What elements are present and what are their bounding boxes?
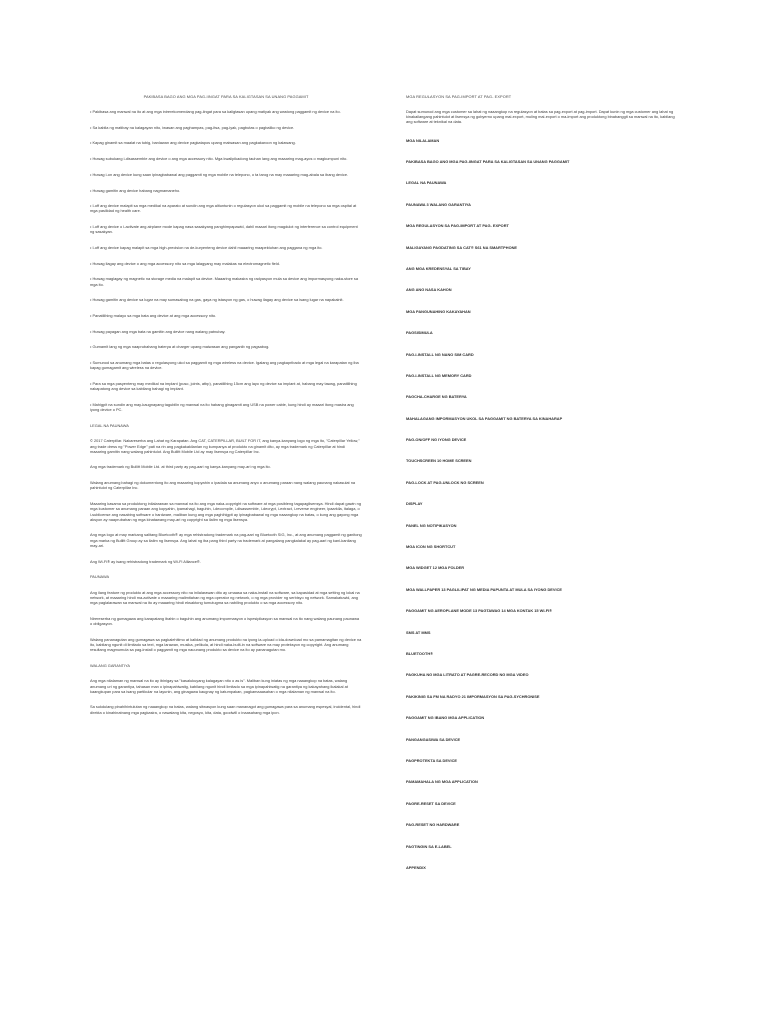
toc-item: PAGPROTEKTA SA DEVICE [406, 757, 458, 763]
paragraph: • I-off ang device malapit sa mga medikal na aparato at sundin ang mga alituntunin o regulasyon ukol sa paggamit ng mobile na telepono sa mga ospital at mga pasilidad ng health care. [90, 203, 357, 214]
toc-item: PAGSISIMULA [406, 330, 433, 336]
left-text-blocks [90, 109, 362, 715]
paragraph: Ang mga trademark ng Bullitt Mobile Ltd. at third party ay pag-aari ng kanya-kanyang may-ari ng mga ito. [90, 464, 271, 470]
toc-item: MGA NILALAMAN [406, 137, 440, 143]
paragraph: Nirereserba ng gumagawa ang karapatang ibahin o baguhin ang anumang impormasyon o ispesipikasyon sa manwal na ito nang walang paunang paunawa o obligasyon. [90, 615, 360, 627]
paragraph: • Huwag ilagay ang device o ang mga accessory nito sa mga lalagyang may malakas na electromagnetic field. [90, 260, 280, 266]
toc-item: PAGGAMIT NG IBANG MGA APPLICATION [406, 715, 485, 721]
paragraph: • Huwag maglagay ng magnetic na storage media na malapit sa device. Maaaring makasira ng radyasyon mula sa device ang impormasyong naka-store sa mga ito. [90, 276, 359, 287]
toc-item: ANG ANG NASA KAHON [406, 287, 452, 293]
paragraph: • Huwag payagan ang mga bata na gamitin ang device nang walang patnubay. [90, 328, 226, 334]
safety-precautions-heading: PAKIBASA BAGO ANG MGA PAG-IINGAT PARA SA KALIGTASAN SA UNANG PAGGAMIT [143, 94, 309, 99]
toc-item: LEGAL NA PAUNAWA [406, 180, 447, 186]
right-column [406, 94, 678, 886]
paragraph: Walang pananagutan ang gumagawa sa pagkalehitimo at kalidad ng anumang produkto na iyong ia-upload o ida-download mo sa pamamagitan ng device na ito, kabilang ngunit di limitado sa text, mga larawan, musika, pelikula, at hindi naka-built-in na software na may proteksyon ng copyright. Ang anumang resultang magmumula sa pag-install o paggamit ng mga nauunang produkto sa device na ito ay pananagutan mo. [90, 636, 362, 653]
toc-item: MALIGAYANG PAGDATING SA CAT® S61 NA SMARTPHONE [406, 244, 518, 250]
paragraph: Ang mga nilalaman ng manwal na ito ay ibinigay sa "kasalukuyang kalagayan nito o as is". Maliban kung iniatas ng mga naaangkop na batas, walang anumang uri ng garantiya, tahasan man o ipinapahiwatig, kabilang ngunit hindi limitado sa mga ipinapahiwatig na garantiya ng kakayahang ikalakal at kaangkupan para sa isang partikular na layunin, ang ginagawa kaugnay ng katumpakan, pagkamaaasahan o mga nilalaman ng manwal na ito. [90, 678, 348, 694]
toc-item: PAKIKINIG SA FM NA RADYO 21 IMPORMASYON SA PAG-SYCHRONISE [406, 693, 540, 699]
toc-item: PAG-ON/OFF NG IYONG DEVICE [406, 437, 467, 443]
toc-item: TOUCHSCREEN 10 HOME SCREEN [406, 458, 472, 464]
toc-item: MGA ICON NG SHORTCUT [406, 544, 456, 550]
paragraph: • Gumamit lang ng mga naaprubahang baterya at charger upang maiwasan ang panganib ng pagsabog. [90, 344, 270, 350]
toc-item: PANGANGASIWA SA DEVICE [406, 736, 461, 742]
toc-item: PAG-RESET NG HARDWARE [406, 822, 460, 828]
paragraph: • I-off ang device o i-activate ang airplane mode kapag nasa sasakyang panghimpapawid, dahil maaari itong magdulot ng interference sa control equipment ng sasakyan. [90, 224, 358, 235]
toc-item: MGA WALLPAPER 13 PAGLILIPAT NG MEDIA PAPUNTA AT MULA SA IYONG DEVICE [406, 586, 562, 592]
paragraph: • Mahigpit na sundin ang may-kaugnayang tagubilin ng manwal na ito habang ginagamit ang USB na power cable, kung hindi ay maaari itong masira ang iyong device o PC. [90, 401, 354, 413]
paragraph: Walang anumang bahagi ng dokumentong ito ang maaaring kopyahin o ipadala sa anumang anyo o anumang paraan nang walang paunang nakasulat na pahintulot ng Caterpillar Inc. [90, 480, 356, 491]
paragraph: • Panatilihing malayo sa mga bata ang device at ang mga accessory nito. [90, 313, 217, 319]
toc-item: BLUETOOTH® [406, 650, 434, 656]
toc-item: PAG-I-INSTALL NG MEMORY CARD [406, 372, 472, 378]
paragraph: Ang mga logo at may markang salitang Bluetooth® ay mga rehistradong trademark na pag-aari ng Bluetooth SIG, Inc., at ang anumang paggamit ng ganitong mga marka ng Bullitt Group ay sa ilalim ng lisensya. Ang lahat ng iba pang third party na trademark at pangalang pangkalakal ay pag-aari ng kani-kanilang may-ari. [90, 532, 362, 548]
toc-item: PAMAMAHALA NG MGA APPLICATION [406, 779, 478, 785]
toc-item: PANEL NG NOTIPIKASYON [406, 522, 457, 528]
paragraph: • Para sa mga pasyenteng may medikal na implant (puso, joints, atbp), panatilihing 15cm ang layo ng device sa implant at, habang may tawag, panatilihing nakapatong ang device sa kabilang bahagi ng implant. [90, 381, 357, 392]
toc-item: PAGCHA-CHARGE NG BATERYA [406, 394, 467, 400]
toc-item: ANG MGA KREDENSYAL SA TIBAY [406, 265, 471, 271]
paragraph: • I-off ang device kapag malapit sa mga high-precision na de-kuryenteng device dahil maaaring maapektuhan ang paggana ng mga ito. [90, 245, 323, 251]
toc-item: PAGRE-RESET SA DEVICE [406, 800, 456, 806]
paragraph: • Kapag ginamit sa maalat na tubig, banlawan ang device pagkatapos upang maiwasan ang pagkakaroon ng kalawang. [90, 140, 296, 146]
toc-item: PAGGAMIT NG AEROPLANE MODE 13 PAGTAWAG 14 MGA KONTAK 15 WI-FI® [406, 608, 553, 614]
toc-item: DISPLAY [406, 501, 423, 507]
toc-item: PAKIBASA BAGO ANG MGA PAG-IINGAT PARA SA KALIGTASAN SA UNANG PAGGAMIT [406, 159, 570, 164]
paragraph: Sa sukdulang pinahihintulutan ng naaangkop na batas, walang sitwasyon kung saan mananagot ang gumagawa para sa anumang espesyal, incidental, hindi direkta o kinahinatnang mga pagkasira, o nawalang kita, negosyo, kita, data, goodwill o inaasahang mga ipon. [90, 704, 361, 715]
paragraph: • Huwag subukang i-disassemble ang device o ang mga accessory nito. Mga kwalipikadong tauhan lang ang maaaring mag-ayos o magkumpuni nito. [90, 156, 348, 162]
paragraph: • Sa kabila ng matibay na kalagayan nito, iwasan ang paghampas, pag-itsa, pag-iyak, pagbutas o pagbaliko ng device. [90, 124, 295, 130]
toc-item: SMS AT MMS [406, 629, 431, 635]
section-heading: WALANG GARANTIYA [90, 662, 130, 668]
paragraph: • Huwag gamitin ang device sa lugar na may sumasabog na gas, gaya ng istasyon ng gas, o huwag ilagay ang device sa isang lugar na napakainit. [90, 297, 344, 303]
paragraph: • Huwag gamitin ang device habang nagmamaneho. [90, 187, 181, 193]
paragraph: • Sumunod sa anumang mga batas o regulasyong ukol sa paggamit ng mga wireless na device. Igalang ang pagkapribado at mga legal na karapatan ng iba kapag gumagamit ang wireless na device. [90, 360, 359, 371]
paragraph: • Pakibasa ang manwal na ito at ang mga inirerekomendang pag-iingat para sa kaligtasan upang matiyak ang wastong paggamit ng device na ito. [90, 109, 341, 114]
section-heading: PAUNAWA [90, 574, 110, 580]
import-export-heading: MGA REGULASYON SA PAG-IMPORT AT PAG- EXPORT [406, 94, 512, 99]
left-column [90, 94, 362, 725]
toc-item: MAHALAGANG IMPORMASYON UKOL SA PAGGAMIT NG BATERYA SA KINAHARAP [406, 415, 563, 421]
paragraph: Ang Wi-Fi® ay isang rehistradong trademark ng Wi-Fi Alliance®. [90, 558, 201, 564]
toc-item: PAUNAWA 3 WALANG GARANTIYA [406, 201, 471, 207]
paragraph: © 2017 Caterpillar. Nakareserba ang Lahat ng Karapatan. Ang CAT, CATERPILLAR, BUILT FOR IT, ang kanya-kanyang logo ng mga ito, "Caterpillar Yellow," ang trade dress ng "Power Edge" pati na rin ang pagkakakilanlan ng kumpanya at produkto na ginamit dito, ay mga trademark ng Caterpillar at hindi maaaring gamitin nang walang pahintulot. Ang Bullitt Mobile Ltd ay may lisensya ng Caterpillar Inc. [90, 438, 360, 454]
import-export-paragraph: Dapat sumunod ang mga customer sa lahat ng naaangkop na regulasyon at batas sa pag-export at pag-import. Dapat kunin ng mga customer ang lahat ng kinakailangang pahintulot at lisensya ng gobyerno upang mai-export, muling mai-export o ma-import ang produktong binabanggit sa manwal na ito, kabilang ang software at teknikal na data. [406, 109, 675, 125]
toc-item: APPENDIX [406, 864, 426, 870]
section-heading: LEGAL NA PAUNAWA [90, 422, 129, 428]
toc-item: PAGKUHA NG MGA LITRATO AT PAGRE-RECORD NG MGA VIDEO [406, 672, 529, 678]
toc-item: MGA REGULASYON SA PAG-IMPORT AT PAG- EXPORT [406, 223, 509, 229]
toc-item: MGA WIDGET 12 MGA FOLDER [406, 565, 465, 571]
toc-item: PAG-I-INSTALL NG NANO SIM CARD [406, 351, 474, 357]
toc-item: PAG-LOCK AT PAG-UNLOCK NG SCREEN [406, 479, 484, 485]
paragraph: • Huwag i-on ang device kung saan ipinagbabawal ang paggamit ng mga mobile na telepono, o ta tarog na may maaaring mag-abala sa ibang device. [90, 171, 349, 177]
toc-item: PAGTINGIN SA E-LABEL [406, 843, 452, 849]
paragraph: Maaaring kasama sa produktong inilalarawan sa manwal na ito ang mga naka-copyright na software at mga posibleng tagapaglisensya. Hindi dapat gawin ng mga kustomer sa anumang paraan ang kopyahin, ipamahagi, baguhin, i-decompile, i-disassemble, i-decrypt, i-extract, i-reverse engineer, ipaarkila, italaga, o i-sublicense ang nasabing software o hardware, maliban kung ang mga paghihigpit ay ipinagbabawal ng mga naaangkop na batas, o kung ang gayong mga aksyon ay naaprubahan ng mga kinatawang may-ari ng copyright sa ilalim ng mga lisensya. [90, 501, 361, 522]
table-of-contents [406, 138, 678, 870]
toc-item: MGA PANGUNAHING KAKAYAHAN [406, 308, 471, 314]
paragraph: Ang ilang feature ng produkto at ang mga accessory nito na inilalarawan dito ay umaasa sa naka-install na software, sa kapasidad at mga setting ng lokal na network, at maaaring hindi ma-activate o maaaring malimitahan ng mga operator ng network, o ng mga provider ng serbisyo ng network. Samakatuwid, ang mga paglalarawan sa manwal na ito ay maaaring hindi eksaktong tumutugma sa nabiling produkto o sa mga accessory nito. [90, 589, 360, 606]
